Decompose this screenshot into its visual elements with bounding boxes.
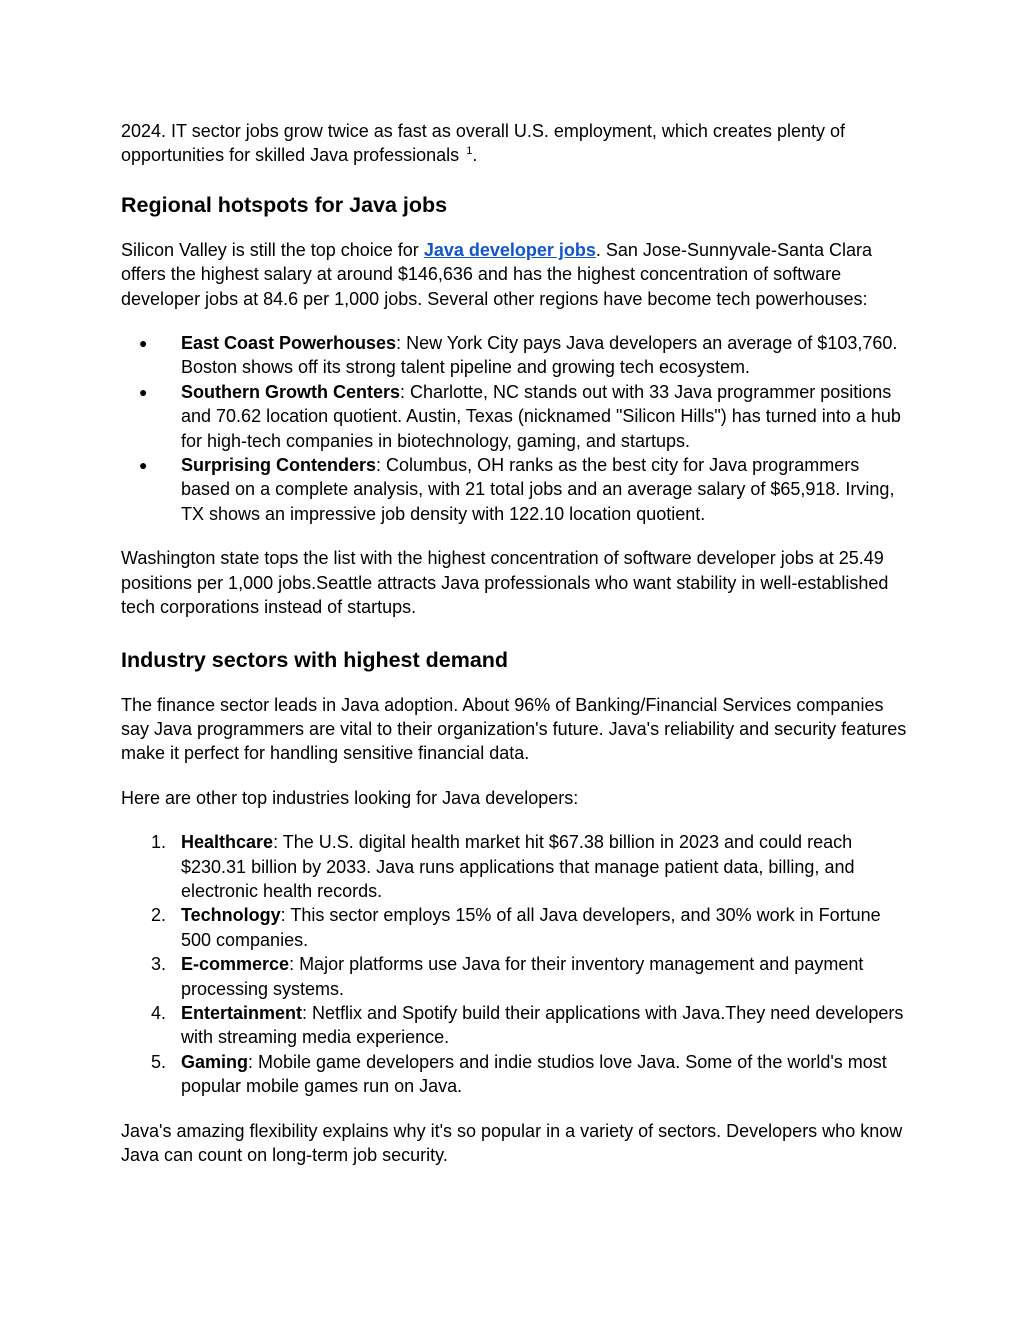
- list-item-text: : Mobile game developers and indie studios love Java. Some of the world's most popular mobile games run on Java.: [181, 1051, 887, 1097]
- list-item-title: Technology: [181, 905, 281, 926]
- list-item-text: : The U.S. digital health market hit $67.38 billion in 2023 and could reach $230.31 billion by 2033. Java runs applications that manage patient data, billing, and electronic health records.: [181, 832, 855, 901]
- list-item: [121, 830, 911, 903]
- list-item-title: Surprising Contenders: [181, 455, 377, 476]
- regional-heading: Regional hotspots for Java jobs: [121, 192, 448, 217]
- list-item-title: Southern Growth Centers: [181, 381, 401, 402]
- list-item-title: East Coast Powerhouses: [181, 333, 397, 354]
- list-item-text: : Netflix and Spotify build their applications with Java.They need developers with streaming media experience.: [181, 1002, 904, 1048]
- intro-paragraph: [121, 119, 911, 168]
- finance-paragraph: The finance sector leads in Java adoption. About 96% of Banking/Financial Services companies say Java programmers are vital to their organization's future. Java's reliability and security features make it perfect for handling sensitive financial data.: [121, 694, 907, 764]
- list-item: [121, 1050, 911, 1099]
- intro-end: .: [472, 145, 478, 166]
- list-item: [121, 952, 911, 1001]
- list-item-text: : New York City pays Java developers an average of $103,760. Boston shows off its strong talent pipeline and growing tech ecosystem.: [181, 333, 898, 378]
- footnote-ref[interactable]: 1: [466, 145, 473, 158]
- bullet-icon: ●: [139, 383, 148, 400]
- list-number: 3.: [151, 954, 167, 975]
- silicon-valley-paragraph: [121, 238, 911, 311]
- list-item-text: : This sector employs 15% of all Java developers, and 30% work in Fortune 500 companies.: [181, 905, 881, 950]
- intro-text: 2024. IT sector jobs grow twice as fast as overall U.S. employment, which creates plenty of opportunities for skilled Java professionals: [121, 121, 845, 166]
- regions-bullet-list: [121, 331, 911, 526]
- bullet-icon: ●: [139, 335, 148, 352]
- list-item-title: Entertainment: [181, 1002, 303, 1023]
- closing-paragraph: Java's amazing flexibility explains why it's so popular in a variety of sectors. Developers who know Java can count on long-term job security.: [121, 1120, 903, 1165]
- list-item: [121, 380, 911, 453]
- list-item-title: Healthcare: [181, 832, 274, 853]
- list-item-title: Gaming: [181, 1051, 249, 1072]
- silicon-text-before: Silicon Valley is still the top choice for: [121, 239, 424, 260]
- other-industries-intro: Here are other top industries looking for Java developers:: [121, 787, 579, 808]
- list-number: 5.: [151, 1051, 167, 1072]
- list-item-text: : Charlotte, NC stands out with 33 Java programmer positions and 70.62 location quotient. Austin, Texas (nicknamed "Silicon Hills") has turned into a hub for high-tech companies in biotechnology, gaming, and startups.: [181, 381, 901, 451]
- washington-paragraph: Washington state tops the list with the highest concentration of software developer jobs at 25.49 positions per 1,000 jobs.Seattle attracts Java professionals who want stability in well-established tech corporations instead of startups.: [121, 548, 889, 618]
- list-number: 4.: [151, 1002, 167, 1023]
- list-item: [121, 453, 911, 526]
- list-number: 1.: [151, 832, 167, 853]
- list-item: [121, 331, 911, 380]
- industries-numbered-list: [121, 830, 911, 1098]
- list-item-text: : Columbus, OH ranks as the best city for Java programmers based on a complete analysis, with 21 total jobs and an average salary of $65,918. Irving, TX shows an impressive job density with 122.10 location quotient.: [181, 455, 895, 524]
- list-item-title: E-commerce: [181, 954, 290, 975]
- silicon-text-after: . San Jose-Sunnyvale-Santa Clara offers the highest salary at around $146,636 and has the highest concentration of software developer jobs at 84.6 per 1,000 jobs. Several other regions have become tech powerhouses:: [121, 239, 873, 309]
- list-number: 2.: [151, 905, 167, 926]
- document-page: [121, 119, 911, 1167]
- list-item: [121, 903, 911, 952]
- bullet-icon: ●: [139, 457, 148, 474]
- list-item-text: : Major platforms use Java for their inventory management and payment processing systems.: [181, 954, 864, 999]
- list-item: [121, 1001, 911, 1050]
- java-developer-jobs-link[interactable]: Java developer jobs: [423, 239, 596, 260]
- industry-heading: Industry sectors with highest demand: [121, 647, 509, 672]
